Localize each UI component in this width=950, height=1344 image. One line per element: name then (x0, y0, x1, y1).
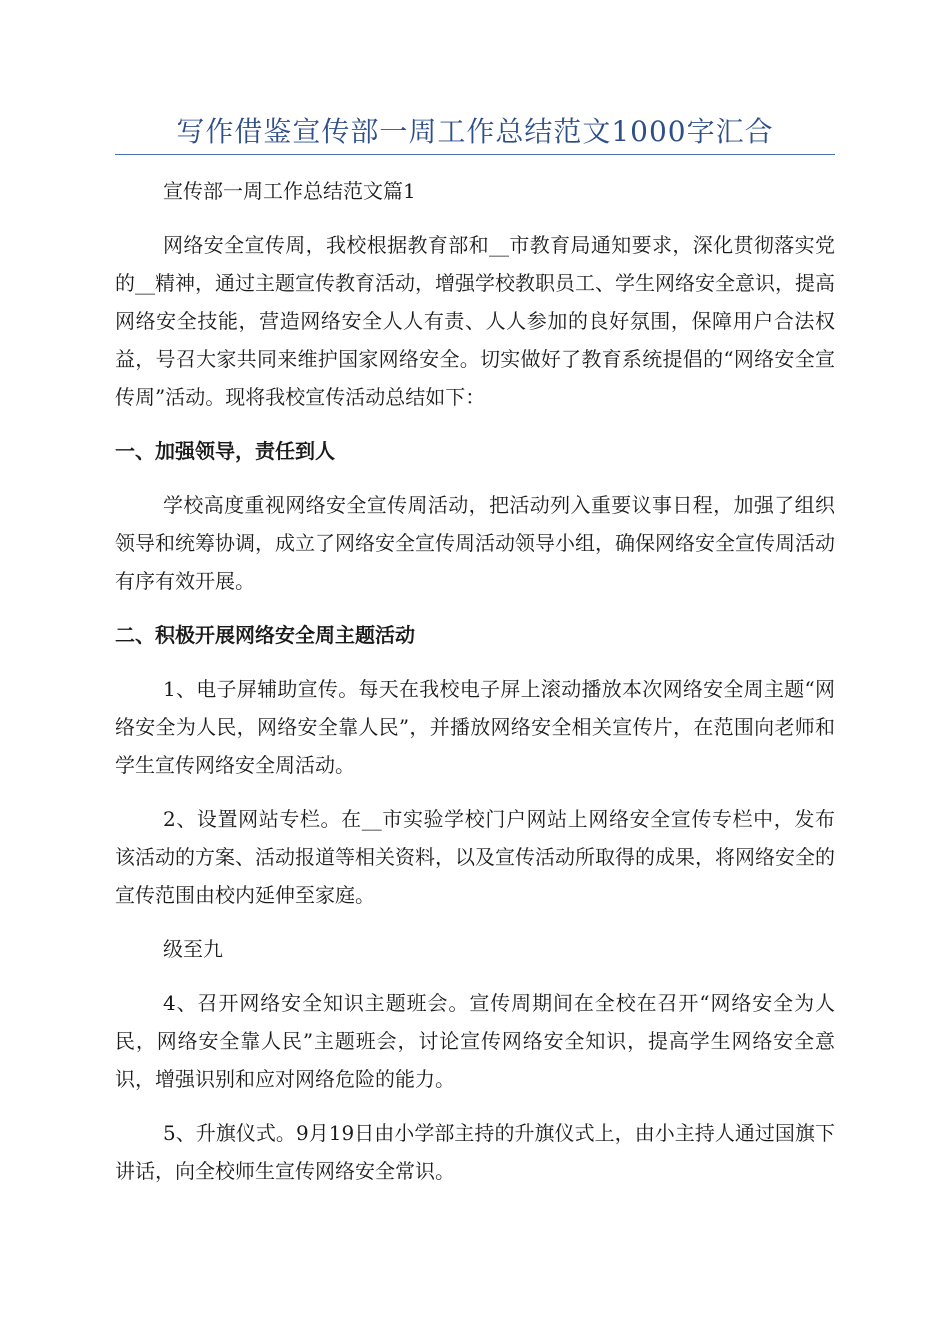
paragraph: 学校高度重视网络安全宣传周活动，把活动列入重要议事日程，加强了组织领导和统筹协调，成立了网络安全宣传周活动领导小组，确保网络安全宣传周活动有序有效开展。 (115, 493, 835, 593)
paragraph: 网络安全宣传周，我校根据教育部和__市教育局通知要求，深化贯彻落实党的__精神，通过主题宣传教育活动，增强学校教职员工、学生网络安全意识，提高网络安全技能，营造网络安全人人有责、人人参加的良好氛围，保障用户合法权益，号召大家共同来维护国家网络安全。切实做好了教育系统提倡的“网络安全宣传周”活动。现将我校宣传活动总结如下： (115, 233, 835, 409)
paragraph: 2、设置网站专栏。在__市实验学校门户网站上网络安全宣传专栏中，发布该活动的方案、活动报道等相关资料，以及宣传活动所取得的成果，将网络安全的宣传范围由校内延伸至家庭。 (115, 807, 835, 907)
paragraph: 4、召开网络安全知识主题班会。宣传周期间在全校在召开“网络安全为人民，网络安全靠人民”主题班会，讨论宣传网络安全知识，提高学生网络安全意识，增强识别和应对网络危险的能力。 (115, 991, 835, 1091)
paragraph: 1、电子屏辅助宣传。每天在我校电子屏上滚动播放本次网络安全周主题“网络安全为人民，网络安全靠人民”，并播放网络安全相关宣传片，在范围向老师和学生宣传网络安全周活动。 (115, 677, 835, 777)
title-underline (115, 154, 835, 155)
section-heading: 一、加强领导，责任到人 (115, 439, 335, 463)
paragraph: 5、升旗仪式。9月19日由小学部主持的升旗仪式上，由小主持人通过国旗下讲话，向全校师生宣传网络安全常识。 (115, 1121, 835, 1183)
paragraph: 级至九 (163, 937, 223, 961)
section-heading: 二、积极开展网络安全周主题活动 (115, 623, 415, 647)
paragraph: 宣传部一周工作总结范文篇1 (163, 179, 416, 203)
document-body (115, 172, 835, 1206)
document-title: 写作借鉴宣传部一周工作总结范文1000字汇合 (176, 115, 774, 148)
